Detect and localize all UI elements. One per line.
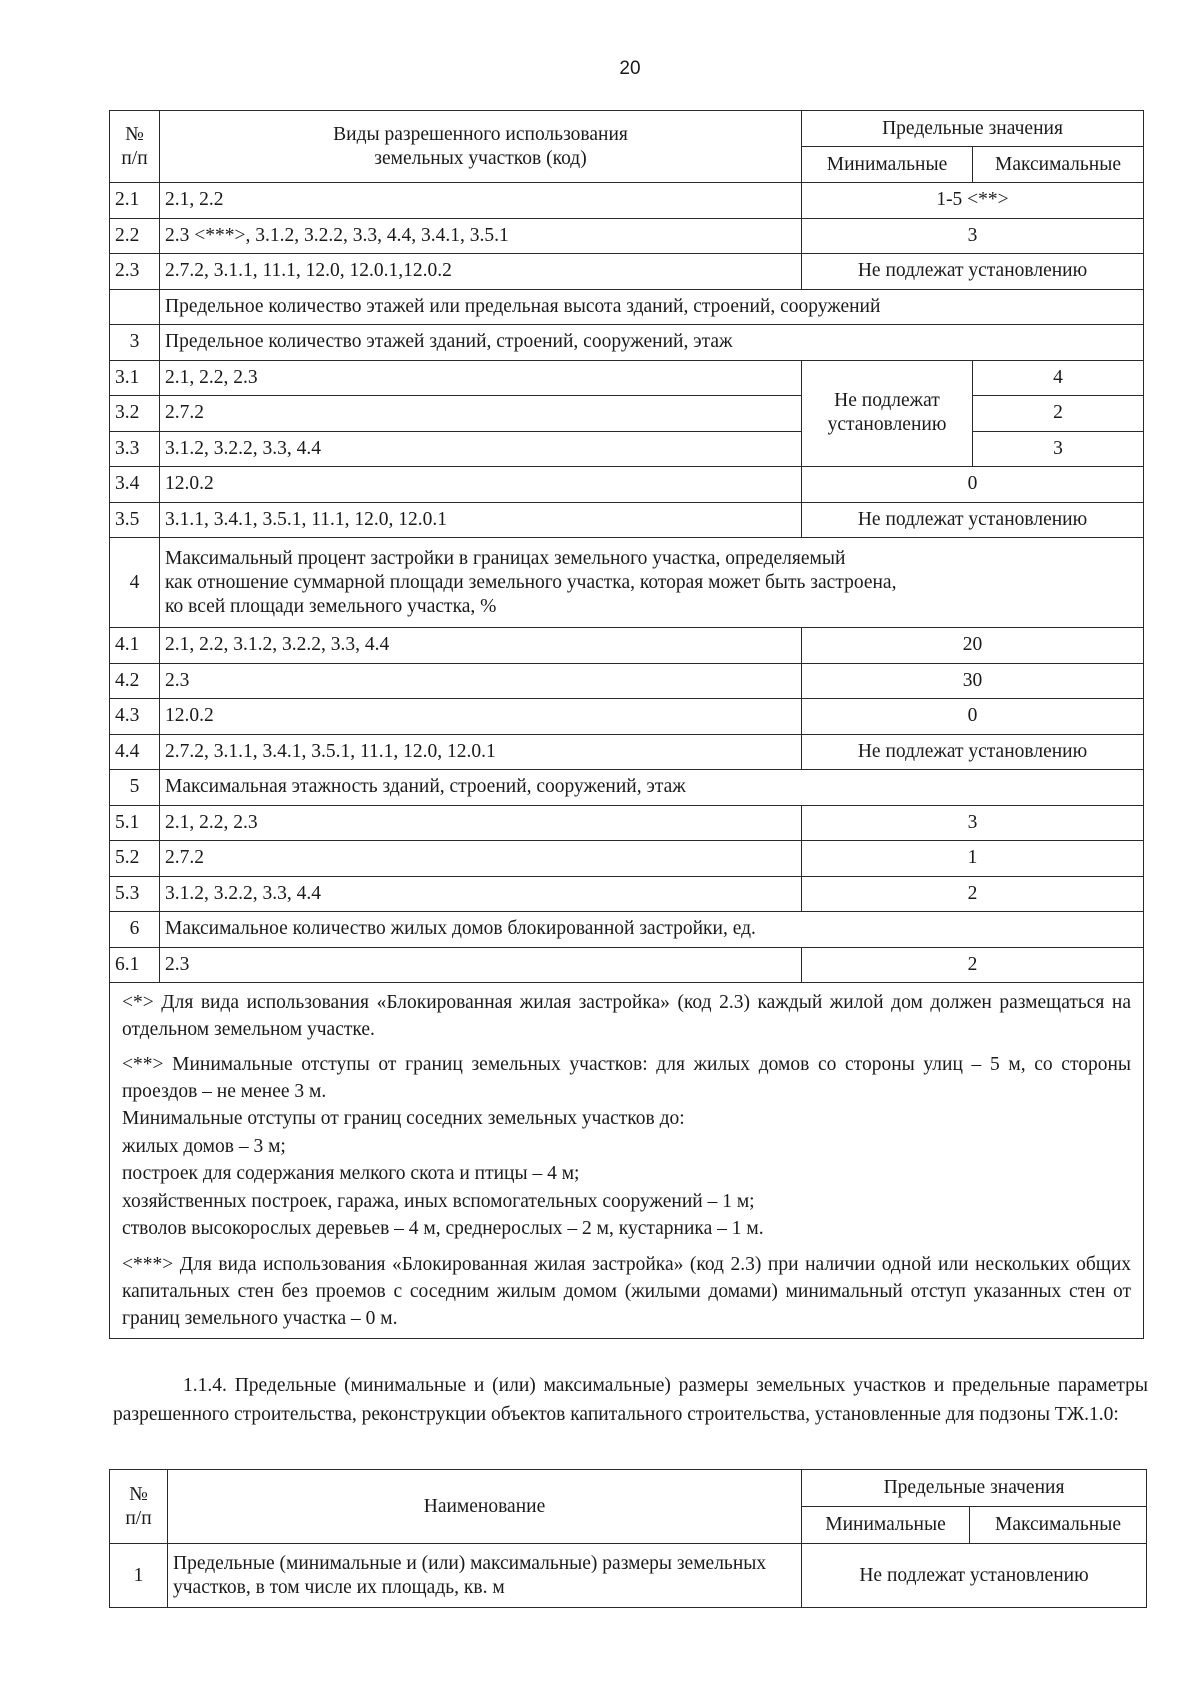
- header-number-sign: №: [129, 1483, 148, 1505]
- header-number-pp: п/п: [121, 147, 148, 169]
- row-codes: 2.1, 2.2, 3.1.2, 3.2.2, 3.3, 4.4: [160, 628, 802, 664]
- section-row: [110, 538, 1144, 628]
- row-value: 3: [802, 218, 1144, 254]
- row-codes: 2.1, 2.2, 2.3: [160, 360, 802, 396]
- row-codes: 3.1.1, 3.4.1, 3.5.1, 11.1, 12.0, 12.0.1: [160, 502, 802, 538]
- header-number: [110, 111, 160, 183]
- table-row: [110, 876, 1144, 912]
- footnote-3: <***> Для вида использования «Блокированная жилая застройка» (код 2.3) при наличии одной или нескольких общих капитальных стен без проемов с соседним жилым домом (жилыми домами) минимальный отступ указанных стен от границ земельного участка – 0 м.: [122, 1253, 1132, 1329]
- header-max: Максимальные: [973, 147, 1144, 183]
- row-codes: 2.7.2: [160, 396, 802, 432]
- section-title-line: Максимальный процент застройки в границах земельного участка, определяемый: [165, 547, 846, 569]
- footnote-2-line: хозяйственных построек, гаража, иных вспомогательных сооружений – 1 м;: [122, 1190, 755, 1212]
- section-row: [110, 770, 1144, 806]
- row-number: 4.1: [110, 628, 160, 664]
- footnote-2: <**> Минимальные отступы от границ земельных участков: для жилых домов со стороны улиц – 5 м, со стороны проездов – не менее 3 м.: [122, 1054, 1132, 1102]
- header-types: Виды разрешенного использования земельных участков (код): [160, 111, 802, 183]
- header-number-sign: №: [125, 123, 144, 145]
- section-row: [110, 289, 1144, 325]
- row-codes: 2.1, 2.2: [160, 183, 802, 219]
- section-title: [160, 538, 1144, 628]
- header-name: Наименование: [168, 1470, 802, 1544]
- header-min: Минимальные: [802, 1507, 970, 1544]
- row-number: [110, 289, 160, 325]
- table-row: [110, 183, 1144, 219]
- row-number: 5.3: [110, 876, 160, 912]
- table-header-row: [110, 111, 1144, 147]
- row-number: 3.5: [110, 502, 160, 538]
- row-number: 4: [110, 538, 160, 628]
- row-codes: 12.0.2: [160, 699, 802, 735]
- table-row: [110, 254, 1144, 290]
- row-value: 30: [802, 663, 1144, 699]
- row-value: Не подлежат установлению: [802, 502, 1144, 538]
- section-row: [110, 912, 1144, 948]
- section-title: Предельное количество этажей или предельная высота зданий, строений, сооружений: [160, 289, 1144, 325]
- paragraph-text: Предельные (минимальные и (или) максимальные) размеры земельных участков и предельные параметры разрешенного строительства, реконструкции объектов капитального строительства, установленные для подзоны ТЖ.1.0:: [113, 1375, 1148, 1425]
- table-row: [110, 502, 1144, 538]
- footnote-2-line: стволов высокорослых деревьев – 4 м, среднерослых – 2 м, кустарника – 1 м.: [122, 1218, 764, 1239]
- header-number-pp: п/п: [125, 1507, 152, 1529]
- section-title: Предельное количество этажей зданий, строений, сооружений, этаж: [160, 325, 1144, 361]
- row-number: 4.4: [110, 734, 160, 770]
- table-row: [110, 360, 1144, 396]
- row-codes: 2.7.2: [160, 841, 802, 877]
- paragraph-1-1-4: [113, 1371, 1148, 1429]
- table-row: [110, 218, 1144, 254]
- table-row: [110, 805, 1144, 841]
- row-codes: 3.1.2, 3.2.2, 3.3, 4.4: [160, 876, 802, 912]
- footnote-2-line: построек для содержания мелкого скота и птицы – 4 м;: [122, 1163, 580, 1184]
- row-number: 1: [110, 1544, 168, 1608]
- table-row: [110, 467, 1144, 503]
- row-value: Не подлежат установлению: [802, 254, 1144, 290]
- row-number: 2.1: [110, 183, 160, 219]
- row-codes: 12.0.2: [160, 467, 802, 503]
- row-codes: 2.7.2, 3.1.1, 11.1, 12.0, 12.0.1,12.0.2: [160, 254, 802, 290]
- table-row: [110, 1544, 1147, 1608]
- table-header-row: [110, 1470, 1147, 1507]
- row-value: 1-5 <**>: [802, 183, 1144, 219]
- row-value: Не подлежат установлению: [802, 1544, 1147, 1608]
- footnote-1: <*> Для вида использования «Блокированная жилая застройка» (код 2.3) каждый жилой дом должен размещаться на отдельном земельном участке.: [122, 992, 1132, 1040]
- row-value: 0: [802, 699, 1144, 735]
- row-number: 2.2: [110, 218, 160, 254]
- table-row: [110, 734, 1144, 770]
- row-value: 2: [802, 876, 1144, 912]
- header-number: [110, 1470, 168, 1544]
- row-max: 2: [973, 396, 1144, 432]
- row-number: 3.3: [110, 431, 160, 467]
- row-codes: 2.1, 2.2, 2.3: [160, 805, 802, 841]
- row-value: Не подлежат установлению: [802, 734, 1144, 770]
- header-max: Максимальные: [970, 1507, 1147, 1544]
- footnote-2-line: жилых домов – 3 м;: [122, 1135, 286, 1157]
- row-min-merged: Не подлежат установлению: [802, 360, 973, 467]
- section-title-line: как отношение суммарной площади земельного участка, которая может быть застроена,: [165, 571, 897, 593]
- row-codes: 2.3: [160, 947, 802, 983]
- row-number: 3.4: [110, 467, 160, 503]
- section-title: Максимальное количество жилых домов блокированной застройки, ед.: [160, 912, 1144, 948]
- row-max: 3: [973, 431, 1144, 467]
- table-row: [110, 628, 1144, 664]
- table-row: [110, 841, 1144, 877]
- footnote-2-line: Минимальные отступы от границ соседних земельных участков до:: [122, 1108, 685, 1129]
- section-title-line: ко всей площади земельного участка, %: [165, 595, 497, 617]
- row-value: 1: [802, 841, 1144, 877]
- row-number: 3.1: [110, 360, 160, 396]
- row-number: 2.3: [110, 254, 160, 290]
- row-number: 5.1: [110, 805, 160, 841]
- row-number: 6: [110, 912, 160, 948]
- row-codes: 2.3: [160, 663, 802, 699]
- row-value: 0: [802, 467, 1144, 503]
- row-number: 5.2: [110, 841, 160, 877]
- header-limits: Предельные значения: [802, 1470, 1147, 1507]
- parameters-table: [109, 110, 1144, 1339]
- section-title: Максимальная этажность зданий, строений, сооружений, этаж: [160, 770, 1144, 806]
- row-number: 6.1: [110, 947, 160, 983]
- row-number: 4.2: [110, 663, 160, 699]
- table-row: [110, 699, 1144, 735]
- header-min: Минимальные: [802, 147, 973, 183]
- row-value: 2: [802, 947, 1144, 983]
- row-number: 4.3: [110, 699, 160, 735]
- row-codes: 3.1.2, 3.2.2, 3.3, 4.4: [160, 431, 802, 467]
- section-row: [110, 325, 1144, 361]
- page-number: 20: [619, 58, 641, 79]
- table-row: [110, 947, 1144, 983]
- subzone-table: [109, 1469, 1147, 1608]
- table-row: [110, 396, 1144, 432]
- row-name: Предельные (минимальные и (или) максимальные) размеры земельных участков, в том числе их площадь, кв. м: [168, 1544, 802, 1608]
- row-number: 3: [110, 325, 160, 361]
- row-max: 4: [973, 360, 1144, 396]
- row-codes: 2.3 <***>, 3.1.2, 3.2.2, 3.3, 4.4, 3.4.1, 3.5.1: [160, 218, 802, 254]
- row-value: 20: [802, 628, 1144, 664]
- header-limits: Предельные значения: [802, 111, 1144, 147]
- row-number: 3.2: [110, 396, 160, 432]
- notes-row: [110, 983, 1144, 1339]
- notes-cell: [110, 983, 1144, 1339]
- paragraph-number: 1.1.4.: [183, 1375, 227, 1396]
- row-value: 3: [802, 805, 1144, 841]
- table-row: [110, 663, 1144, 699]
- row-codes: 2.7.2, 3.1.1, 3.4.1, 3.5.1, 11.1, 12.0, 12.0.1: [160, 734, 802, 770]
- row-number: 5: [110, 770, 160, 806]
- table-row: [110, 431, 1144, 467]
